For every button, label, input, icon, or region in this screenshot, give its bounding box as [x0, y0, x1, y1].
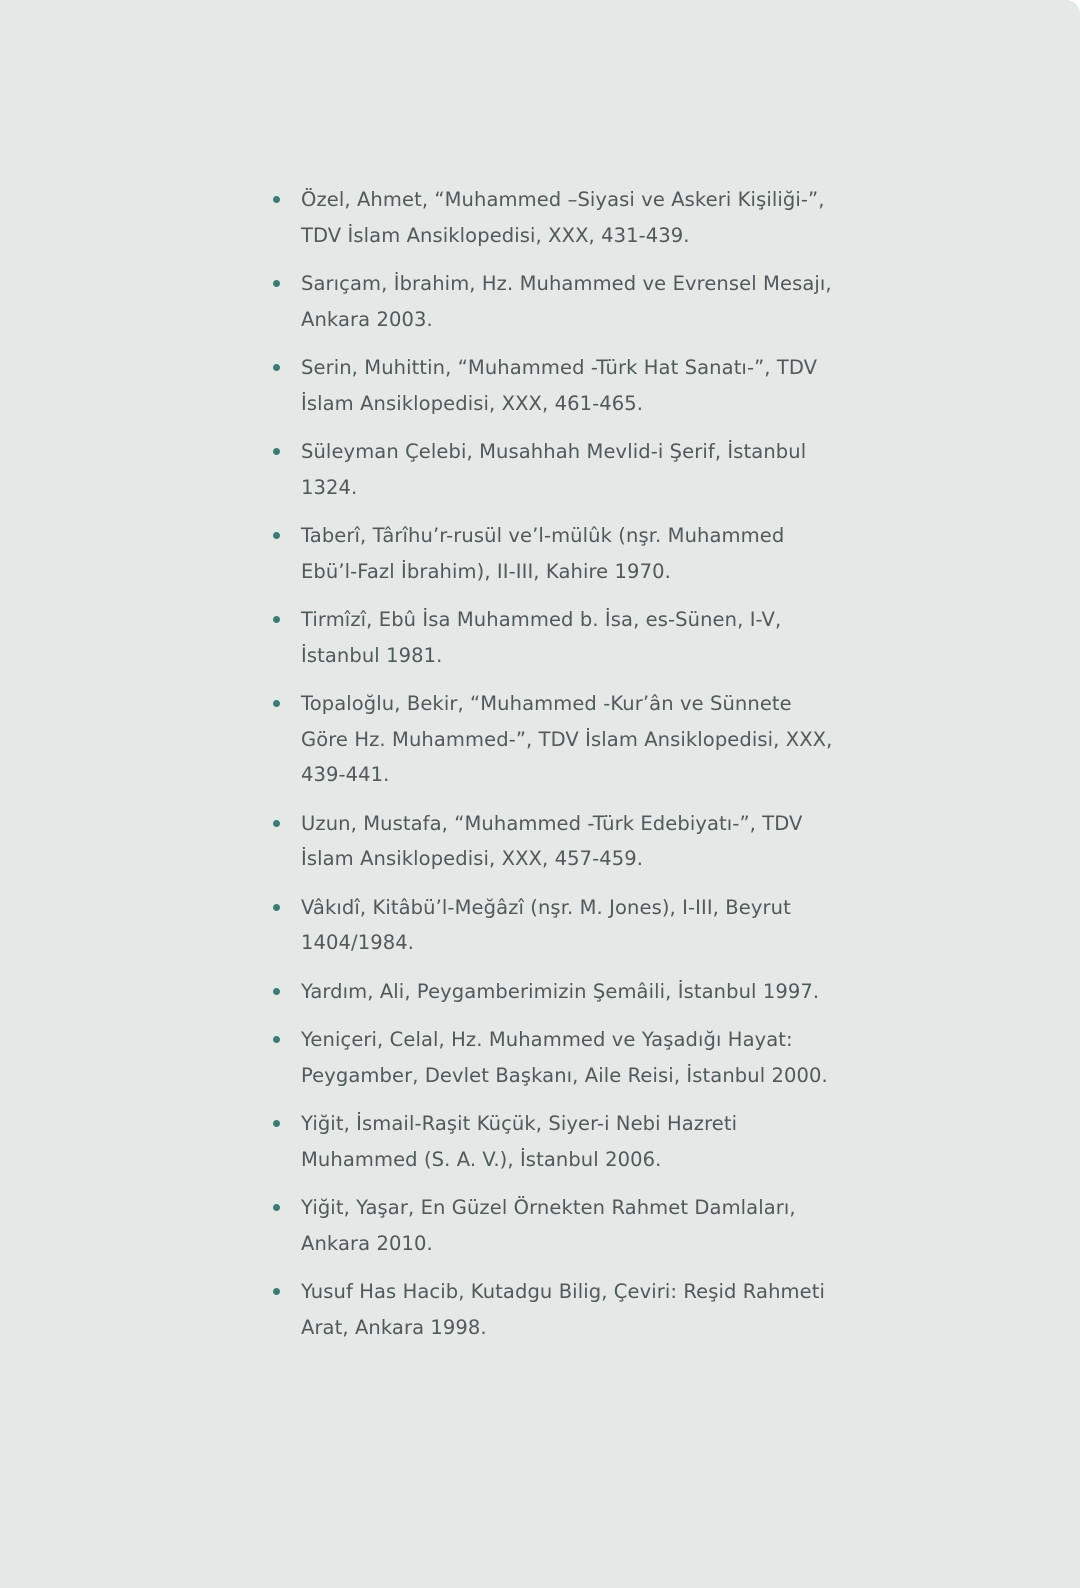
reference-item — [273, 890, 833, 961]
reference-item — [273, 350, 833, 421]
bibliography-list — [273, 182, 833, 1358]
reference-item — [273, 806, 833, 877]
bullet-icon — [273, 532, 280, 539]
reference-text: Sarıçam, İbrahim, Hz. Muhammed ve Evrensel Mesajı, Ankara 2003. — [301, 272, 832, 331]
reference-text: Yardım, Ali, Peygamberimizin Şemâili, İstanbul 1997. — [301, 979, 820, 1003]
reference-item — [273, 602, 833, 673]
bullet-icon — [273, 616, 280, 623]
reference-text: Topaloğlu, Bekir, “Muhammed -Kur’ân ve Sünnete Göre Hz. Muhammed-”, TDV İslam Ansiklopedisi, XXX, 439-441. — [301, 692, 833, 786]
reference-item — [273, 266, 833, 337]
reference-item — [273, 1274, 833, 1345]
reference-text: Taberî, Târîhu’r-rusül ve’l-mülûk (nşr. Muhammed Ebü’l-Fazl İbrahim), II-III, Kahire 1970. — [301, 524, 785, 583]
bullet-icon — [273, 1036, 280, 1043]
reference-item — [273, 686, 833, 793]
reference-text: Yiğit, Yaşar, En Güzel Örnekten Rahmet Damlaları, Ankara 2010. — [301, 1196, 796, 1255]
reference-item — [273, 518, 833, 589]
reference-text: Serin, Muhittin, “Muhammed -Türk Hat Sanatı-”, TDV İslam Ansiklopedisi, XXX, 461-465. — [301, 356, 818, 415]
bullet-icon — [273, 364, 280, 371]
bullet-icon — [273, 988, 280, 995]
bullet-icon — [273, 280, 280, 287]
reference-text: Tirmîzî, Ebû İsa Muhammed b. İsa, es-Sünen, I-V, İstanbul 1981. — [301, 608, 782, 667]
reference-text: Vâkıdî, Kitâbü’l-Meğâzî (nşr. M. Jones), I-III, Beyrut 1404/1984. — [301, 895, 791, 954]
bullet-icon — [273, 1288, 280, 1295]
bullet-icon — [273, 196, 280, 203]
reference-text: Yeniçeri, Celal, Hz. Muhammed ve Yaşadığı Hayat: Peygamber, Devlet Başkanı, Aile Reisi, İstanbul 2000. — [301, 1028, 828, 1087]
reference-text: Yiğit, İsmail-Raşit Küçük, Siyer-i Nebi Hazreti Muhammed (S. A. V.), İstanbul 2006. — [301, 1112, 738, 1171]
reference-text: Uzun, Mustafa, “Muhammed -Türk Edebiyatı-”, TDV İslam Ansiklopedisi, XXX, 457-459. — [301, 811, 803, 870]
bullet-icon — [273, 448, 280, 455]
reference-item — [273, 182, 833, 253]
bullet-icon — [273, 820, 280, 827]
reference-item — [273, 1022, 833, 1093]
reference-item — [273, 974, 833, 1010]
reference-text: Yusuf Has Hacib, Kutadgu Bilig, Çeviri: Reşid Rahmeti Arat, Ankara 1998. — [301, 1280, 825, 1339]
reference-item — [273, 434, 833, 505]
bullet-icon — [273, 904, 280, 911]
reference-item — [273, 1106, 833, 1177]
bullet-icon — [273, 700, 280, 707]
reference-text: Özel, Ahmet, “Muhammed –Siyasi ve Askeri Kişiliği-”, TDV İslam Ansiklopedisi, XXX, 431-439. — [301, 188, 825, 247]
bullet-icon — [273, 1120, 280, 1127]
reference-text: Süleyman Çelebi, Musahhah Mevlid-i Şerif, İstanbul 1324. — [301, 440, 807, 499]
bullet-icon — [273, 1204, 280, 1211]
reference-item — [273, 1190, 833, 1261]
